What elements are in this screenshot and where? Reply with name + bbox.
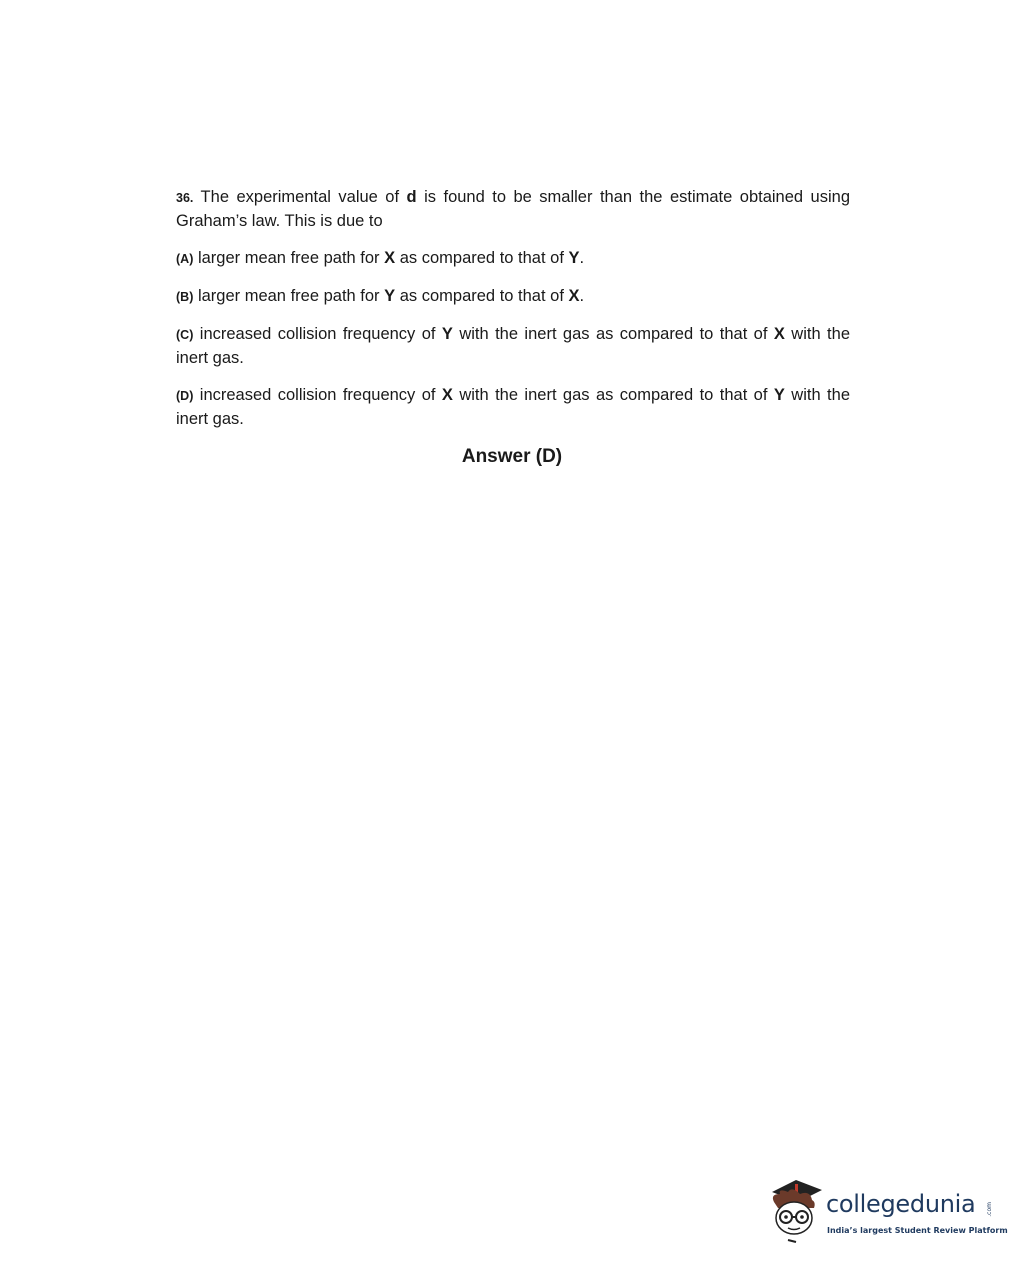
option-bold-var: X [568,287,580,305]
option-b [176,285,850,309]
stem-variable-d: d [406,188,417,206]
option-text: increased collision frequency of [193,325,442,343]
option-bold-var: X [441,386,453,404]
stem-text-1: The experimental value of [193,188,407,206]
option-bold-var: Y [384,287,396,305]
option-text: as compared to that of [395,287,569,305]
option-c [176,323,850,370]
option-text: . [579,249,585,267]
logo-tagline: India’s largest Student Review Platform [827,1226,1008,1235]
option-text: larger mean free path for [193,287,385,305]
logo-suffix: .com [986,1202,993,1217]
option-text: increased collision frequency of [193,386,442,404]
question-number: 36. [176,191,194,205]
answer-text: Answer (D) [461,446,563,467]
option-label: (D) [176,389,194,403]
option-bold-var: Y [773,386,785,404]
option-d [176,384,850,431]
option-a [176,247,850,271]
option-bold-var: Y [568,249,580,267]
option-text: with the inert gas. [176,325,850,367]
student-mascot-icon [766,1176,826,1248]
option-label: (A) [176,252,194,266]
option-label: (B) [176,290,194,304]
stem-text-2: is found to be smaller than the estimate obtained using Graham’s law. This is due to [176,188,850,230]
option-text: with the inert gas as compared to that of [452,325,774,343]
question-block [176,186,850,468]
option-bold-var: X [773,325,785,343]
option-text: as compared to that of [395,249,569,267]
collegedunia-logo [766,1176,1008,1252]
option-text: . [579,287,585,305]
option-bold-var: Y [441,325,453,343]
option-text: larger mean free path for [193,249,385,267]
option-text: with the inert gas as compared to that of [452,386,774,404]
logo-wordmark: collegedunia [826,1190,976,1218]
option-bold-var: X [384,249,396,267]
option-text: with the inert gas. [176,386,850,428]
question-stem [176,186,850,233]
option-label: (C) [176,328,194,342]
